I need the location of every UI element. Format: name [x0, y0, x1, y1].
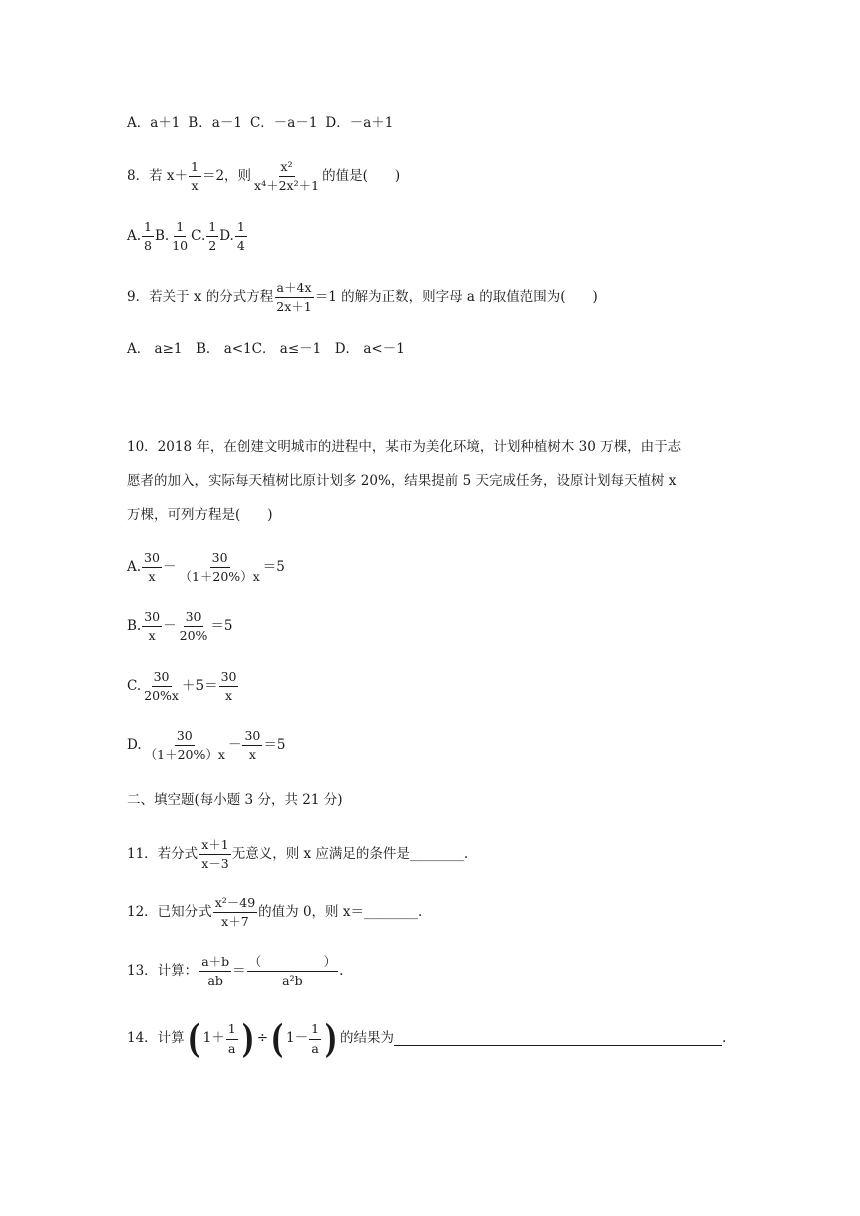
q14-end: .: [722, 1030, 727, 1047]
q13-den: ab: [207, 973, 223, 989]
q9-suffix: ＝1 的解为正数，则字母 a 的取值范围为( ): [314, 289, 598, 306]
q11-suffix: 无意义，则 x 应满足的条件是________.: [231, 846, 469, 863]
q10-b-frac1: [142, 610, 162, 644]
q10-a-frac2: [177, 551, 261, 585]
q10-b-f2-den: 20%: [179, 628, 208, 644]
q8-question: [127, 160, 400, 194]
q10-c-f2-num: 30: [219, 670, 239, 687]
q10-c-label: C.: [127, 678, 142, 695]
q11-num: x＋1: [199, 838, 231, 855]
q12-fraction: [213, 896, 257, 930]
q7-option-d: D．－a＋1: [325, 115, 394, 131]
q14-left-paren-1: (: [187, 1016, 200, 1061]
q10-a-f1-num: 30: [142, 551, 162, 568]
q10-line-3: 万棵，可列方程是( ): [127, 507, 273, 523]
q10-d-rhs: ＝5: [263, 737, 286, 754]
q9-question: [127, 281, 598, 315]
q10-d-label: D.: [127, 737, 142, 754]
q8-opt-c-num: 1: [206, 220, 218, 237]
q8-prefix: 8．若 x＋: [127, 168, 188, 185]
q12-den: x＋7: [221, 914, 249, 930]
q10-c-frac2: [219, 670, 239, 704]
q9-fraction: [274, 281, 313, 315]
q8-opt-d-label: D.: [219, 228, 234, 245]
q14-right-paren-2: ): [324, 1016, 338, 1061]
q10-c-op: ＋5＝: [181, 678, 218, 695]
q14-div: ÷: [256, 1030, 269, 1047]
q13-num: a＋b: [199, 955, 231, 972]
q13-fraction-2: [247, 955, 339, 989]
q10-a-label: A.: [127, 559, 142, 576]
q10-a-frac1: [142, 551, 162, 585]
q11-question: [127, 838, 468, 872]
q14-frac-2: [309, 1022, 321, 1056]
q10-line-2: 愿者的加入，实际每天植树比原计划多 20%，结果提前 5 天完成任务，设原计划每天植树 x: [127, 473, 677, 489]
q8-opt-d-frac: [235, 220, 247, 254]
q8-frac2-num: x²: [279, 160, 295, 177]
q10-option-c: [127, 670, 239, 704]
q8-opt-d-den: 4: [236, 238, 245, 254]
q13-num2: （ ）: [247, 955, 339, 972]
q8-opt-a-num: 1: [142, 220, 154, 237]
q10-b-op: －: [163, 618, 177, 635]
q14-suffix: 的结果为: [340, 1030, 395, 1047]
q10-question: [127, 430, 737, 532]
q10-d-f2-num: 30: [242, 729, 262, 746]
q10-b-label: B.: [127, 618, 142, 635]
q9-frac-num: a＋4x: [275, 281, 314, 298]
q14-prefix: 14．计算: [127, 1030, 185, 1047]
q10-d-f1-num: 30: [175, 729, 195, 746]
q10-option-a: [127, 551, 285, 585]
q14-frac2-den: a: [311, 1040, 319, 1056]
q14-frac1-num: 1: [226, 1022, 238, 1039]
q11-fraction: [199, 838, 231, 872]
q10-c-f2-den: x: [225, 688, 233, 704]
q7-option-b: B．a－1: [188, 115, 242, 131]
q10-b-frac2: [178, 610, 210, 644]
q10-a-f2-den: （1＋20%）x: [179, 569, 260, 585]
q8-opt-c-den: 2: [208, 238, 217, 254]
q8-frac1-num: 1: [189, 160, 201, 177]
q8-fraction-1: [189, 160, 201, 194]
q12-prefix: 12．已知分式: [127, 904, 212, 921]
q8-options: [127, 220, 248, 254]
q13-suffix: .: [339, 963, 344, 980]
q14-left-paren-2: (: [270, 1016, 284, 1061]
q10-option-b: [127, 610, 233, 644]
q13-den2: a²b: [282, 973, 303, 989]
q12-num: x²－49: [213, 896, 257, 913]
q8-opt-b-label: B.: [155, 228, 170, 245]
q8-opt-b-den: 10: [172, 238, 189, 254]
q10-a-f2-num: 30: [210, 551, 230, 568]
q10-option-d: [127, 729, 285, 763]
q9-prefix: 9．若关于 x 的分式方程: [127, 289, 274, 306]
q10-b-rhs: ＝5: [210, 618, 233, 635]
q11-prefix: 11．若分式: [127, 846, 199, 863]
q14-answer-blank[interactable]: [394, 1033, 722, 1046]
q7-options: [127, 117, 393, 131]
q9-options-text: A． a≥1 B． a<1C． a≤－1 D． a<－1: [127, 341, 405, 357]
q13-fraction-1: [199, 955, 231, 989]
q14-frac-1: [226, 1022, 238, 1056]
q8-opt-a-frac: [142, 220, 154, 254]
q7-option-a: A．a＋1: [127, 115, 181, 131]
q8-frac2-den: x⁴＋2x²＋1: [254, 178, 320, 194]
q8-fraction-2: [252, 160, 321, 194]
q8-suffix: 的值是( ): [322, 168, 401, 185]
q11-den: x－3: [201, 856, 229, 872]
q10-c-f1-num: 30: [152, 670, 172, 687]
section-2-title: 二、填空题(每小题 3 分，共 21 分): [127, 792, 343, 808]
q8-frac1-den: x: [191, 178, 199, 194]
q9-options: [127, 343, 405, 357]
q12-suffix: 的值为 0，则 x＝________.: [258, 904, 423, 921]
q10-a-op: －: [162, 559, 177, 576]
q9-frac-den: 2x＋1: [276, 299, 312, 315]
q8-opt-c-frac: [206, 220, 218, 254]
q8-mid: ＝2，则: [201, 168, 252, 185]
q10-b-f2-num: 30: [184, 610, 204, 627]
q13-eq: ＝: [232, 963, 246, 980]
q14-frac2-num: 1: [309, 1022, 321, 1039]
q8-opt-d-num: 1: [235, 220, 247, 237]
q10-d-f2-den: x: [248, 747, 256, 763]
q8-opt-c-label: C.: [191, 228, 206, 245]
q10-a-rhs: ＝5: [262, 559, 285, 576]
q8-opt-a-label: A.: [127, 228, 142, 245]
q10-b-f1-num: 30: [142, 610, 162, 627]
q10-d-op: －: [227, 737, 242, 754]
q10-a-f1-den: x: [148, 569, 156, 585]
q8-opt-a-den: 8: [144, 238, 152, 254]
q13-question: [127, 955, 343, 989]
q14-question: [127, 1016, 727, 1061]
q10-line-1: 10．2018 年，在创建文明城市的进程中，某市为美化环境，计划种植树木 30 万棵，由于志: [127, 439, 682, 455]
q8-opt-b-num: 1: [174, 220, 186, 237]
q8-opt-b-frac: [170, 220, 190, 254]
q12-question: [127, 896, 422, 930]
q10-d-frac1: [143, 729, 227, 763]
q14-frac1-den: a: [228, 1040, 236, 1056]
q10-c-frac1: [142, 670, 181, 704]
q10-d-frac2: [242, 729, 262, 763]
q13-prefix: 13．计算：: [127, 963, 199, 980]
q14-group-1: [185, 1016, 257, 1061]
section-2-heading: [127, 794, 342, 808]
q10-b-f1-den: x: [148, 628, 156, 644]
q10-d-f1-den: （1＋20%）x: [144, 747, 225, 763]
q14-group-2: [268, 1016, 340, 1061]
q14-right-paren-1: ): [241, 1016, 255, 1061]
q14-one-plus: 1＋: [202, 1030, 225, 1047]
q7-option-c: C．－a－1: [249, 115, 318, 131]
q10-c-f1-den: 20%x: [144, 688, 179, 704]
q14-one-minus: 1－: [286, 1030, 309, 1047]
